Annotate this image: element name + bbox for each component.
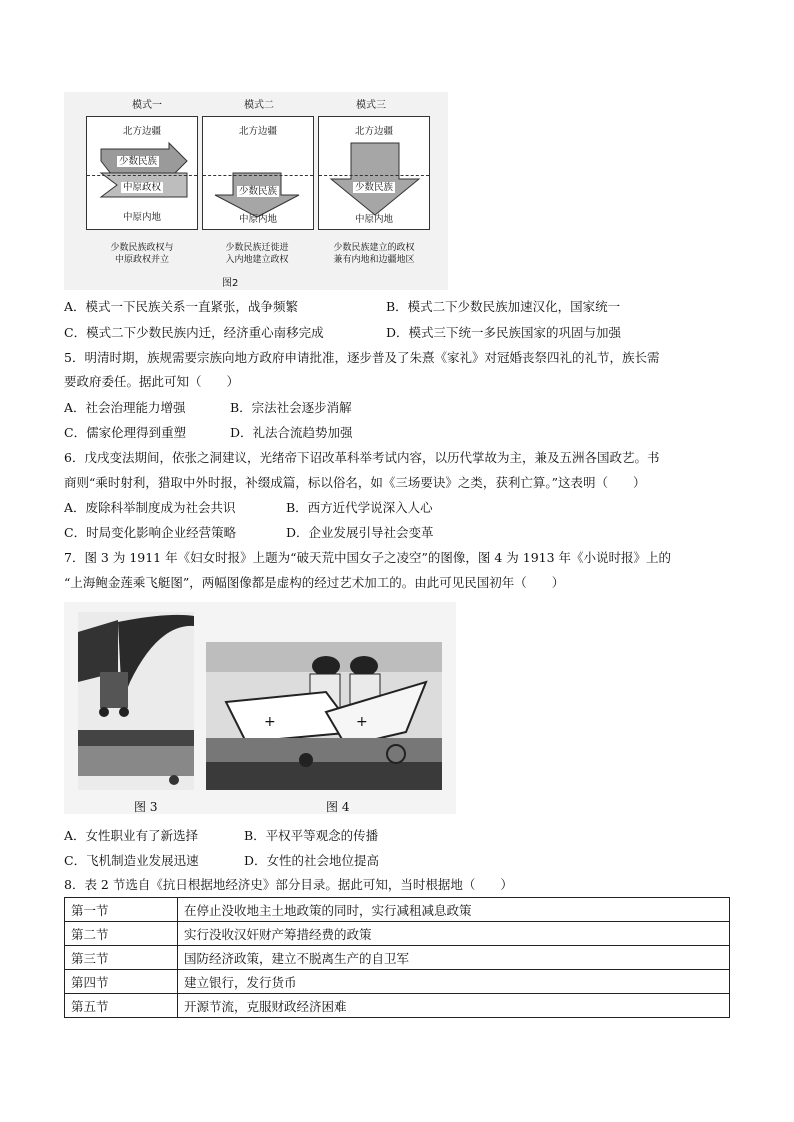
- content-cell: 国防经济政策，建立不脱离生产的自卫军: [178, 946, 730, 970]
- q8-stem: 8．表 2 节选自《抗日根据地经济史》部分目录。据此可知，当时根据地（ ）: [64, 877, 513, 892]
- panel-2-title: 模式二: [244, 100, 274, 111]
- panel-1-arrow1-label: 少数民族: [118, 156, 157, 167]
- table-row: [65, 970, 730, 994]
- q6-option-b[interactable]: B．西方近代学说深入人心: [286, 500, 433, 515]
- panel-2-bottom-label: 中原内地: [238, 214, 277, 225]
- svg-text:+: +: [264, 714, 276, 730]
- q6-options-row-2: [64, 524, 434, 542]
- panel-2-top-label: 北方边疆: [238, 126, 277, 137]
- content-cell: 建立银行，发行货币: [178, 970, 730, 994]
- section-cell: 第五节: [65, 994, 178, 1018]
- q7-option-d[interactable]: D．女性的社会地位提高: [244, 853, 380, 868]
- q6-stem-line-2: 商则“乘时射利，猎取中外时报，补缀成篇，标以俗名，如《三场要诀》之类，获利亡算。”这表明（ ）: [64, 475, 646, 490]
- panel-1-arrow2-label: 中原政权: [122, 182, 161, 193]
- panel-1-caption: 少数民族政权与 中原政权并立: [110, 243, 174, 265]
- q7-option-a[interactable]: A．女性职业有了新选择: [64, 828, 199, 843]
- q6-option-c[interactable]: C．时局变化影响企业经营策略: [64, 525, 237, 540]
- svg-text:+: +: [356, 714, 368, 730]
- q7-options-row-1: [64, 827, 378, 845]
- content-cell: 实行没收汉奸财产筹措经费的政策: [178, 922, 730, 946]
- section-cell: 第四节: [65, 970, 178, 994]
- q4-option-c[interactable]: C．模式二下少数民族内迁，经济重心南移完成: [64, 325, 324, 340]
- panel-2-divider: [203, 175, 313, 176]
- figure-2-label: 图2: [222, 278, 239, 289]
- panel-3-bottom-label: 中原内地: [354, 214, 393, 225]
- panel-3-divider: [319, 175, 429, 176]
- q6-option-a[interactable]: A．废除科举制度成为社会共识: [64, 500, 236, 515]
- q5-stem-line-2: 要政府委任。据此可知（ ）: [64, 374, 240, 389]
- table-row: [65, 946, 730, 970]
- panel-3-arrow-label: 少数民族: [354, 182, 393, 193]
- figure-4-label: 图 4: [326, 800, 350, 814]
- figures-3-4: [64, 602, 456, 814]
- q5-options-row-1: [64, 399, 352, 417]
- panel-1: [86, 116, 198, 230]
- content-cell: 开源节流，克服财政经济困难: [178, 994, 730, 1018]
- q4-options-row-1: [64, 298, 620, 316]
- panel-1-title: 模式一: [132, 100, 162, 111]
- section-cell: 第二节: [65, 922, 178, 946]
- figure-3-label: 图 3: [134, 800, 158, 814]
- q6-stem-line-1: 6．戊戌变法期间，依张之洞建议，光绪帝下诏改革科举考试内容，以历代掌故为主，兼及五洲各国政艺。书: [64, 450, 660, 465]
- q7-option-c[interactable]: C．飞机制造业发展迅速: [64, 853, 199, 868]
- q7-options-row-2: [64, 852, 379, 870]
- q7-stem-line-1: 7．图 3 为 1911 年《妇女时报》上题为“破天荒中国女子之凌空”的图像，图 4 为 1913 年《小说时报》上的: [64, 550, 672, 565]
- panel-1-top-label: 北方边疆: [122, 126, 161, 137]
- panel-3-top-label: 北方边疆: [354, 126, 393, 137]
- q4-option-a[interactable]: A．模式一下民族关系一直紧张，战争频繁: [64, 299, 299, 314]
- panel-3-caption: 少数民族建立的政权 兼有内地和边疆地区: [333, 243, 415, 265]
- table-row: [65, 898, 730, 922]
- figure-2: [64, 92, 448, 290]
- panel-1-bottom-label: 中原内地: [122, 212, 161, 223]
- q7-option-b[interactable]: B．平权平等观念的传播: [244, 828, 379, 843]
- figure-3-image: [78, 612, 194, 790]
- q5-options-row-2: [64, 424, 353, 442]
- q4-option-d[interactable]: D．模式三下统一多民族国家的巩固与加强: [386, 325, 622, 340]
- table-row: [65, 922, 730, 946]
- q7-stem-line-2: “上海鲍金莲乘飞艇图”，两幅图像都是虚构的经过艺术加工的。由此可见民国初年（ ）: [64, 575, 565, 590]
- q5-option-c[interactable]: C．儒家伦理得到重塑: [64, 425, 187, 440]
- panel-3-title: 模式三: [356, 100, 386, 111]
- q6-options-row-1: [64, 499, 433, 517]
- q5-option-d[interactable]: D．礼法合流趋势加强: [230, 425, 353, 440]
- panel-3: [318, 116, 430, 230]
- q6-option-d[interactable]: D．企业发展引导社会变革: [286, 525, 434, 540]
- q4-option-b[interactable]: B．模式二下少数民族加速汉化，国家统一: [386, 299, 621, 314]
- content-cell: 在停止没收地主土地政策的同时，实行减租减息政策: [178, 898, 730, 922]
- panel-2-caption: 少数民族迁徙进 入内地建立政权: [225, 243, 289, 265]
- q5-option-a[interactable]: A．社会治理能力增强: [64, 400, 186, 415]
- section-cell: 第三节: [65, 946, 178, 970]
- q4-options-row-2: [64, 324, 621, 342]
- table-row: [65, 994, 730, 1018]
- panel-2-arrow-label: 少数民族: [238, 186, 277, 197]
- q5-option-b[interactable]: B．宗法社会逐步消解: [230, 400, 352, 415]
- panel-2: [202, 116, 314, 230]
- figure-4-image: [206, 642, 442, 790]
- q5-stem-line-1: 5．明清时期，族规需要宗族向地方政府申请批准，逐步普及了朱熹《家礼》对冠婚丧祭四礼的礼节，族长需: [64, 350, 660, 365]
- panel-1-divider: [87, 175, 197, 176]
- section-cell: 第一节: [65, 898, 178, 922]
- q8-table: [64, 897, 730, 1018]
